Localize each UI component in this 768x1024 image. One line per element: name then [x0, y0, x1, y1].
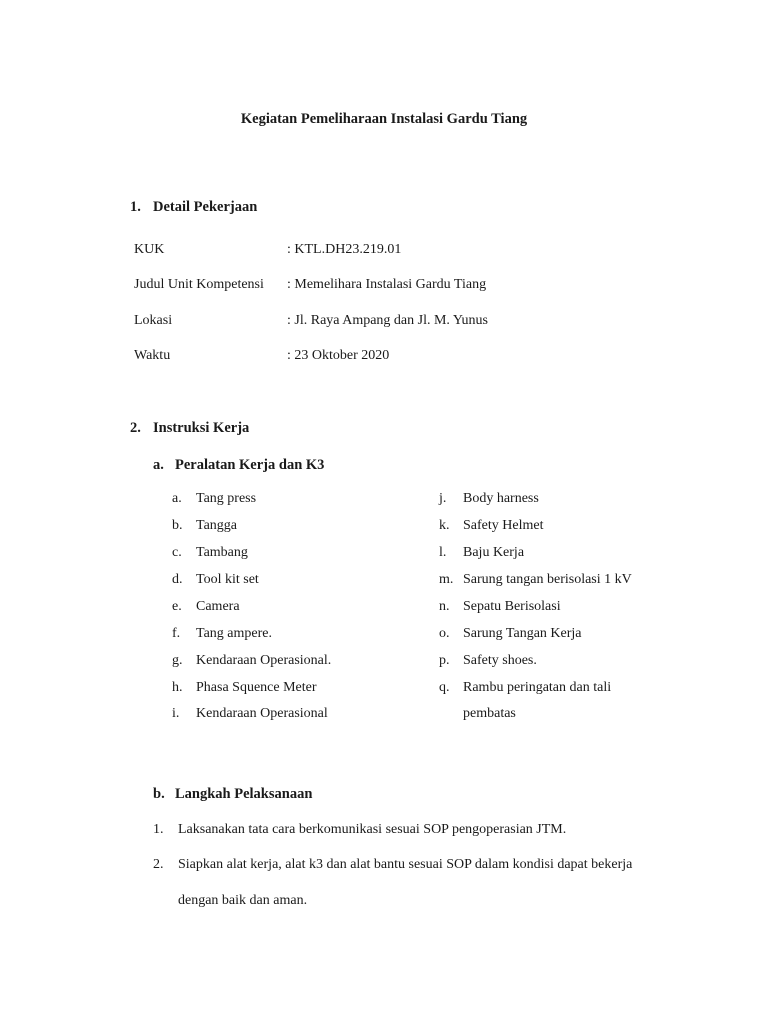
detail-label-waktu: Waktu	[134, 348, 171, 363]
detail-value-waktu: : 23 Oktober 2020	[287, 348, 390, 363]
equipment-marker: c.	[172, 545, 182, 560]
sub-b-marker: b.	[153, 786, 165, 802]
equipment-item: Camera	[196, 599, 240, 614]
step-text: Siapkan alat kerja, alat k3 dan alat bantu sesuai SOP dalam kondisi dapat bekerja	[178, 857, 633, 872]
detail-label-kuk: KUK	[134, 242, 165, 257]
detail-value-kuk: : KTL.DH23.219.01	[287, 242, 402, 257]
equipment-marker: h.	[172, 680, 183, 695]
equipment-item: Kendaraan Operasional.	[196, 653, 332, 668]
equipment-item: Tangga	[196, 518, 238, 533]
equipment-item: Tool kit set	[196, 572, 259, 587]
detail-label-lokasi: Lokasi	[134, 313, 173, 328]
equipment-marker: q.	[439, 680, 450, 695]
sub-b-heading: Langkah Pelaksanaan	[175, 786, 313, 802]
equipment-marker: b.	[172, 518, 183, 533]
sub-a-marker: a.	[153, 457, 164, 473]
equipment-marker: l.	[439, 545, 447, 560]
equipment-item: Safety shoes.	[463, 653, 537, 668]
equipment-item: Kendaraan Operasional	[196, 706, 328, 721]
equipment-marker: e.	[172, 599, 182, 614]
equipment-marker: d.	[172, 572, 183, 587]
step-text: Laksanakan tata cara berkomunikasi sesuai SOP pengoperasian JTM.	[178, 822, 567, 837]
equipment-marker: a.	[172, 491, 182, 506]
equipment-marker: k.	[439, 518, 450, 533]
equipment-item: Tang ampere.	[196, 626, 272, 641]
equipment-marker: i.	[172, 706, 180, 721]
equipment-marker: p.	[439, 653, 450, 668]
section1-heading: Detail Pekerjaan	[153, 199, 258, 215]
document-title: Kegiatan Pemeliharaan Instalasi Gardu Tiang	[240, 111, 528, 127]
equipment-item: Baju Kerja	[463, 545, 525, 560]
step-marker: 2.	[153, 857, 164, 872]
step-marker: 1.	[153, 822, 164, 837]
section2-number: 2.	[130, 420, 141, 436]
section2-heading: Instruksi Kerja	[153, 420, 250, 436]
equipment-marker: m.	[439, 572, 454, 587]
equipment-marker: n.	[439, 599, 450, 614]
sub-a-heading: Peralatan Kerja dan K3	[175, 457, 325, 473]
detail-label-unit: Judul Unit Kompetensi	[134, 277, 264, 292]
detail-value-lokasi: : Jl. Raya Ampang dan Jl. M. Yunus	[287, 313, 488, 328]
equipment-marker: g.	[172, 653, 183, 668]
equipment-marker: j.	[439, 491, 447, 506]
equipment-item: Sarung tangan berisolasi 1 kV	[463, 572, 632, 587]
equipment-item: Phasa Squence Meter	[196, 680, 317, 695]
detail-value-unit: : Memelihara Instalasi Gardu Tiang	[287, 277, 487, 292]
section1-number: 1.	[130, 199, 141, 215]
equipment-item: Rambu peringatan dan tali	[463, 680, 612, 695]
equipment-marker: o.	[439, 626, 450, 641]
equipment-item: Tambang	[196, 545, 248, 560]
equipment-item: Tang press	[196, 491, 257, 506]
equipment-item-continuation: pembatas	[463, 706, 516, 721]
equipment-item: Sarung Tangan Kerja	[463, 626, 582, 641]
equipment-item: Body harness	[463, 491, 539, 506]
step-text-continuation: dengan baik dan aman.	[178, 893, 308, 908]
equipment-item: Safety Helmet	[463, 518, 544, 533]
equipment-item: Sepatu Berisolasi	[463, 599, 561, 614]
equipment-marker: f.	[172, 626, 181, 641]
